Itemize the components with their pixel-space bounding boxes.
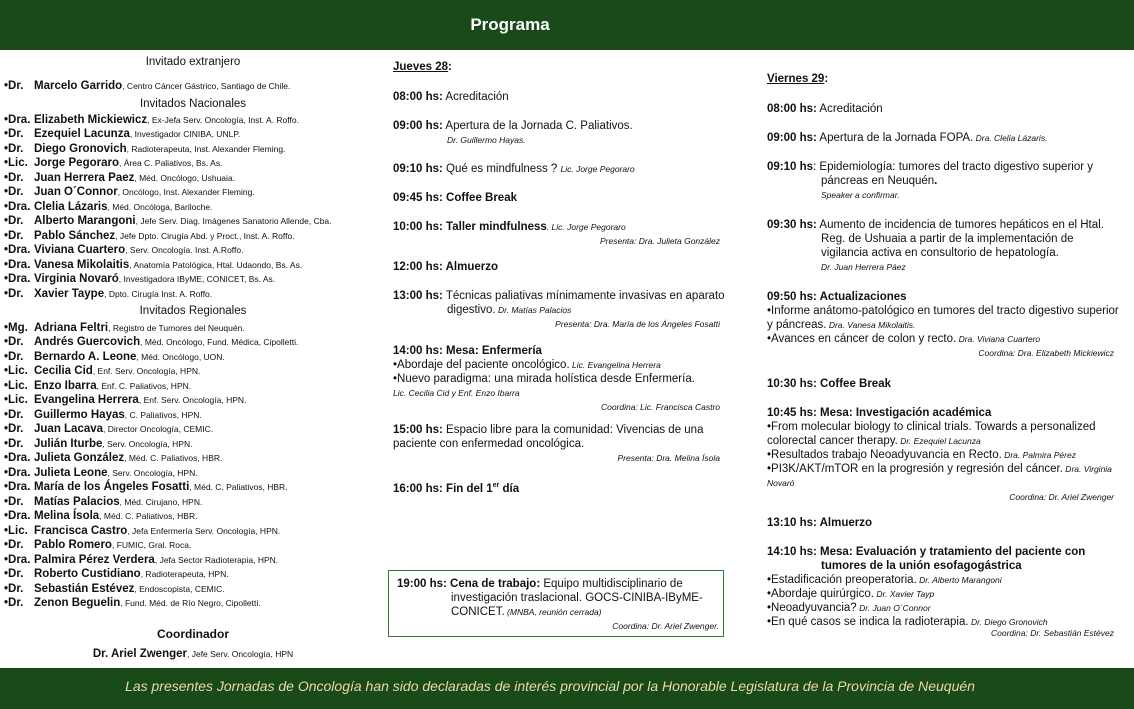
regionales-heading: Invitados Regionales xyxy=(139,305,247,317)
coordina-label: Coordina: Dr. Sebastián Estévez xyxy=(991,628,1114,638)
guest-affiliation: , Jefa Enfermería Serv. Oncología, HPN. xyxy=(127,525,281,536)
footer-bar xyxy=(0,668,1134,709)
jueves-espacio: 15:00 hs: Espacio libre para la comunidad: Vivencias de una paciente con enfermedad oncológica. Presenta: Dra. Melina Ísola xyxy=(393,423,728,465)
guest-affiliation: , Oncólogo, Inst. Alexander Fleming. xyxy=(117,187,255,197)
guest-affiliation: , Serv. Oncología. Inst. A.Roffo. xyxy=(125,245,244,255)
guest-affiliation: , Área C. Paliativos, Bs. As. xyxy=(119,158,223,168)
guest-prefix: •Dr. xyxy=(4,408,24,421)
viernes-mesa-evaluacion: 14:10 hs: Mesa: Evaluación y tratamiento del paciente con tumores de la unión esofagogástrica •Estadificación preoperatoria. Dr. Alberto Marangoni •Abordaje quirúrgico. Dr. Xavier Tayp •Neoadyuvancia? Dr. Juan O´Connor •En qué casos se indica la radioterapia. Dr. Diego Gronovich Coordina: Dr. Sebastián Estévez xyxy=(767,545,1122,640)
guest-item xyxy=(4,524,382,539)
guest-prefix: •Dra. xyxy=(4,452,31,464)
guest-affiliation: , Enf. Serv. Oncología, HPN. xyxy=(92,366,201,376)
guest-prefix: •Dr. xyxy=(4,423,24,435)
guest-name: Cecilia Cid xyxy=(34,365,93,377)
coordinador-heading: Coordinador xyxy=(157,626,229,641)
guest-affiliation: , Endoscopista, CEMIC. xyxy=(134,583,225,594)
regionales-list xyxy=(4,321,382,611)
guest-name: María de los Ángeles Fosatti xyxy=(34,481,190,493)
guest-item xyxy=(4,379,382,394)
guest-affiliation: , Enf. C. Paliativos, HPN. xyxy=(96,380,192,391)
guest-item xyxy=(4,272,382,287)
guest-name: Jorge Pegoraro xyxy=(34,157,119,169)
guest-item xyxy=(4,200,382,215)
guest-name: Adriana Feltri xyxy=(34,321,109,334)
guest-item xyxy=(4,480,382,495)
guest-name: Julieta Leone xyxy=(34,466,108,479)
footer-text: Las presentes Jornadas de Oncología han sido declaradas de interés provincial por la Honorable Legislatura de la Provincia de Neuquén xyxy=(125,678,975,694)
guest-name: Xavier Taype xyxy=(34,287,105,300)
guest-prefix: •Dra. xyxy=(4,113,31,126)
guest-prefix: •Dra. xyxy=(4,553,31,566)
guest-item xyxy=(4,142,382,157)
guest-prefix: •Dr. xyxy=(4,128,24,140)
guest-item xyxy=(4,350,382,365)
viernes-epidemiologia: 09:10 hs: Epidemiología: tumores del tracto digestivo superior y páncreas en Neuquén. Speaker a confirmar. xyxy=(767,160,1122,202)
presenta-label: Presenta: Dra. Melina Ísola xyxy=(617,453,720,463)
guest-item xyxy=(4,538,382,553)
guest-item xyxy=(4,495,382,510)
guest-affiliation: , Jefe Serv. Diag. Imágenes Sanatorio Allende, Cba. xyxy=(135,216,332,226)
jueves-taller: 10:00 hs: Taller mindfulness. Lic. Jorge Pegoraro Presenta: Dra. Julieta González xyxy=(393,220,728,248)
guest-name: Palmira Pérez Verdera xyxy=(34,553,155,566)
guest-name: Julieta González xyxy=(34,452,125,464)
guest-prefix: •Dra. xyxy=(4,510,31,522)
guest-item xyxy=(4,364,382,379)
jueves-mesa-enfermeria: 14:00 hs: Mesa: Enfermería •Abordaje del paciente oncológico. Lic. Evangelina Herrera •Nuevo paradigma: una mirada holística desde Enfermería. Lic. Cecilia Cid y Enf. Enzo Ibarra Coordina: Lic. Francisca Castro xyxy=(393,344,728,414)
guest-prefix: •Dra. xyxy=(4,273,31,285)
guest-name: Pablo Romero xyxy=(34,539,112,551)
guest-prefix: •Dr. xyxy=(4,582,24,595)
guest-name: Zenon Beguelin xyxy=(34,597,121,609)
jueves-fin: 16:00 hs: Fin del 1er día xyxy=(393,482,520,495)
guest-item xyxy=(4,408,382,423)
guest-affiliation: , Enf. Serv. Oncología, HPN. xyxy=(138,395,247,405)
cena-box: 19:00 hs: Cena de trabajo: Equipo multidisciplinario de investigación traslacional. GOCS-CINIBA-IByME-CONICET. (MNBA, reunión cerrada) Coordina: Dr. Ariel Zwenger. xyxy=(388,570,724,637)
guest-name: Elizabeth Mickiewicz xyxy=(34,113,148,126)
guest-name: Francisca Castro xyxy=(34,524,128,537)
speaker-label: Dr. Juan Herrera Páez xyxy=(821,262,906,272)
nacionales-heading: Invitados Nacionales xyxy=(139,98,247,110)
coordina-label: Coordina: Lic. Francisca Castro xyxy=(600,402,720,412)
guest-item xyxy=(4,567,382,582)
guest-item xyxy=(4,466,382,481)
guest-affiliation: , Méd. Oncóloga, Bariloche. xyxy=(107,201,213,212)
coordina-label: Coordina: Dr. Ariel Zwenger xyxy=(1009,492,1114,502)
guest-affiliation: , Jefa Sector Radioterapia, HPN. xyxy=(154,554,279,565)
guest-prefix: •Dr. xyxy=(4,229,24,242)
guest-name: Bernardo A. Leone xyxy=(34,350,137,363)
guest-affiliation: , Méd. Oncólogo, Ushuaia. xyxy=(134,172,236,183)
viernes-day-heading: Viernes 29 xyxy=(767,73,825,85)
guest-prefix: •Dr. xyxy=(4,597,24,609)
jueves-almuerzo: 12:00 hs: Almuerzo xyxy=(393,261,499,273)
guest-item xyxy=(4,582,382,597)
guest-name: Juan Lacava xyxy=(34,423,104,435)
guest-name: Virginia Novaró xyxy=(34,273,119,285)
viernes-apertura: 09:00 hs: Apertura de la Jornada FOPA. Dra. Clelia Lázaris. xyxy=(767,132,1048,144)
guest-prefix: •Dra. xyxy=(4,466,31,479)
guest-affiliation: , Radioterapeuta, Inst. Alexander Fleming. xyxy=(126,143,286,154)
coordinador-affiliation: , Jefe Serv. Oncología, HPN xyxy=(187,649,294,659)
guest-prefix: •Dra. xyxy=(4,200,31,213)
guest-affiliation: , Investigadora IByME, CONICET, Bs. As. xyxy=(118,274,276,284)
header-bar xyxy=(0,0,1134,50)
guest-affiliation: , Serv. Oncología, HPN. xyxy=(107,467,198,478)
jueves-acreditacion: 08:00 hs: Acreditación xyxy=(393,91,509,103)
invitados-column xyxy=(4,55,382,662)
guest-affiliation: , Méd. Oncólogo, Fund. Médica, Cipolletti. xyxy=(140,337,299,347)
guest-item xyxy=(4,229,382,244)
coordina-label: Coordina: Dr. Ariel Zwenger. xyxy=(612,621,719,631)
guest-prefix: •Dr. xyxy=(4,437,24,450)
guest-prefix: •Dr. xyxy=(4,568,24,580)
guest-affiliation: , Méd. C. Paliativos, HBR. xyxy=(124,453,223,463)
guest-affiliation: , Radioterapeuta, HPN. xyxy=(140,569,229,579)
guest-name: Melina Ísola xyxy=(34,510,100,522)
guest-item xyxy=(4,422,382,437)
guest-prefix: •Dr. xyxy=(4,186,24,198)
jueves-tecnicas: 13:00 hs: Técnicas paliativas mínimamente invasivas en aparato digestivo. Dr. Matías Palacios Presenta: Dra. María de los Ángeles Fosatti xyxy=(393,289,728,331)
guest-item xyxy=(4,214,382,229)
guest-prefix: •Dr. xyxy=(4,336,24,348)
guest-prefix: •Dr. xyxy=(4,171,24,184)
guest-prefix: •Dr. xyxy=(4,79,24,92)
guest-affiliation: , Méd. C. Paliativos, HBR. xyxy=(189,482,288,492)
guest-item xyxy=(4,171,382,186)
guest-prefix: •Dr. xyxy=(4,350,24,363)
guest-item xyxy=(4,437,382,452)
guest-item xyxy=(4,243,382,258)
guest-item xyxy=(4,127,382,142)
guest-prefix: •Dr. xyxy=(4,495,24,508)
guest-item xyxy=(4,156,382,171)
presenta-label: Presenta: Dra. Julieta González xyxy=(599,236,720,246)
coordinador-name-text: Dr. Ariel Zwenger xyxy=(92,648,187,660)
guest-name: Clelia Lázaris xyxy=(34,200,108,213)
presenta-label: Presenta: Dra. María de los Ángeles Fosatti xyxy=(555,319,720,329)
guest-prefix: •Lic. xyxy=(4,524,28,537)
guest-affiliation: , Ex-Jefa Serv. Oncología, Inst. A. Roffo. xyxy=(147,114,299,125)
jueves-apertura: 09:00 hs: Apertura de la Jornada C. Paliativos. Dr. Guillermo Hayas. xyxy=(393,119,728,147)
guest-name: Enzo Ibarra xyxy=(34,379,97,392)
guest-prefix: •Lic. xyxy=(4,157,28,169)
guest-affiliation: , Anatomía Patológica, Htal. Udaondo, Bs. As. xyxy=(129,259,303,270)
viernes-investigacion: 10:45 hs: Mesa: Investigación académica •From molecular biology to clinical trials. Towards a personalized colorectal cancer therapy. Dr. Ezequiel Lacunza •Resultados trabajo Neoadyuvancia en Recto. Dra. Palmira Pérez •PI3K/AKT/mTOR en la progresión y regresión del cáncer. Dra. Virginia Novaró Coordina: Dr. Ariel Zwenger xyxy=(767,406,1122,504)
guest-name: Matías Palacios xyxy=(34,495,120,508)
guest-name: Marcelo Garrido xyxy=(34,79,123,92)
guest-name: Viviana Cuartero xyxy=(34,244,126,256)
guest-affiliation: , Serv. Oncología, HPN. xyxy=(102,438,193,449)
guest-name: Evangelina Herrera xyxy=(34,394,139,406)
guest-affiliation: , Jefe Dpto. Cirugía Abd. y Proct., Inst. A. Roffo. xyxy=(115,230,295,241)
guest-prefix: •Dr. xyxy=(4,215,24,227)
extranjero-list xyxy=(4,79,382,94)
guest-name: Diego Gronovich xyxy=(34,142,127,155)
coordinador-name xyxy=(4,647,382,662)
guest-item xyxy=(4,79,382,94)
guest-affiliation: , Fund. Méd. de Río Negro, Cipolletti. xyxy=(120,598,261,608)
guest-name: Julián Iturbe xyxy=(34,437,103,450)
guest-affiliation: , Director Oncología, CEMIC. xyxy=(103,424,214,434)
guest-name: Ezequiel Lacunza xyxy=(34,128,130,140)
guest-prefix: •Lic. xyxy=(4,365,28,377)
guest-prefix: •Mg. xyxy=(4,321,28,334)
guest-name: Alberto Marangoni xyxy=(34,215,136,227)
guest-affiliation: , Méd. Oncólogo, UON. xyxy=(136,351,225,362)
guest-affiliation: , Méd. Cirujano, HPN. xyxy=(119,496,203,507)
coordina-label: Coordina: Dra. Elizabeth Mickiewicz xyxy=(978,348,1114,358)
guest-item xyxy=(4,113,382,128)
guest-item xyxy=(4,335,382,350)
guest-prefix: •Dra. xyxy=(4,258,31,271)
guest-prefix: •Dra. xyxy=(4,481,31,493)
guest-affiliation: , Investigador CINIBA, UNLP. xyxy=(129,129,241,139)
guest-item xyxy=(4,553,382,568)
guest-item xyxy=(4,321,382,336)
guest-prefix: •Lic. xyxy=(4,394,28,406)
jueves-day-heading: Jueves 28 xyxy=(393,61,448,73)
viernes-aumento: 09:30 hs: Aumento de incidencia de tumores hepáticos en el Htal. Reg. de Ushuaia a partir de la implementación de vigilancia activa en consultorio de hepatología. Dr. Juan Herrera Páez xyxy=(767,218,1122,274)
viernes-almuerzo: 13:10 hs: Almuerzo xyxy=(767,517,873,529)
guest-name: Andrés Guercovich xyxy=(34,336,141,348)
guest-item xyxy=(4,287,382,302)
speaker-label: Dr. Guillermo Hayas. xyxy=(447,135,526,145)
guest-name: Sebastián Estévez xyxy=(34,582,135,595)
guest-prefix: •Dr. xyxy=(4,539,24,551)
guest-name: Guillermo Hayas xyxy=(34,408,125,421)
viernes-coffee: 10:30 hs: Coffee Break xyxy=(767,378,891,390)
guest-name: Juan Herrera Paez xyxy=(34,171,135,184)
guest-item xyxy=(4,451,382,466)
guest-affiliation: , Dpto. Cirugía Inst. A. Roffo. xyxy=(104,288,213,299)
guest-affiliation: , Registro de Tumores del Neuquén. xyxy=(108,322,245,333)
guest-item xyxy=(4,509,382,524)
guest-prefix: •Lic. xyxy=(4,379,28,392)
viernes-actualizaciones: 09:50 hs: Actualizaciones •Informe anátomo-patológico en tumores del tracto digestivo superior y páncreas. Dra. Vanesa Mikolaitis. •Avances en cáncer de colon y recto. Dra. Viviana Cuartero Coordina: Dra. Elizabeth Mickiewicz xyxy=(767,290,1122,360)
page-title: Programa xyxy=(470,15,550,34)
guest-prefix: •Dra. xyxy=(4,244,31,256)
viernes-acreditacion: 08:00 hs: Acreditación xyxy=(767,103,883,115)
guest-item xyxy=(4,596,382,611)
guest-item xyxy=(4,258,382,273)
guest-item xyxy=(4,185,382,200)
guest-name: Pablo Sánchez xyxy=(34,229,116,242)
extranjero-heading: Invitado extranjero xyxy=(145,56,241,68)
guest-prefix: •Dr. xyxy=(4,287,24,300)
guest-affiliation: , Centro Cáncer Gástrico, Santiago de Chile. xyxy=(122,80,291,91)
guest-affiliation: , FUMIC, Gral. Roca. xyxy=(111,540,192,550)
guest-name: Juan O´Connor xyxy=(34,186,118,198)
nacionales-list xyxy=(4,113,382,302)
guest-name: Roberto Custidiano xyxy=(34,568,141,580)
jueves-coffee: 09:45 hs: Coffee Break xyxy=(393,192,517,204)
speaker-label: Speaker a confirmar. xyxy=(821,190,900,200)
guest-affiliation: , Méd. C. Paliativos, HBR. xyxy=(99,511,198,521)
jueves-mindfulness: 09:10 hs: Qué es mindfulness ? Lic. Jorge Pegoraro xyxy=(393,163,635,175)
guest-prefix: •Dr. xyxy=(4,142,24,155)
guest-item xyxy=(4,393,382,408)
guest-name: Vanesa Mikolaitis xyxy=(34,258,130,271)
guest-affiliation: , C. Paliativos, HPN. xyxy=(124,409,202,420)
